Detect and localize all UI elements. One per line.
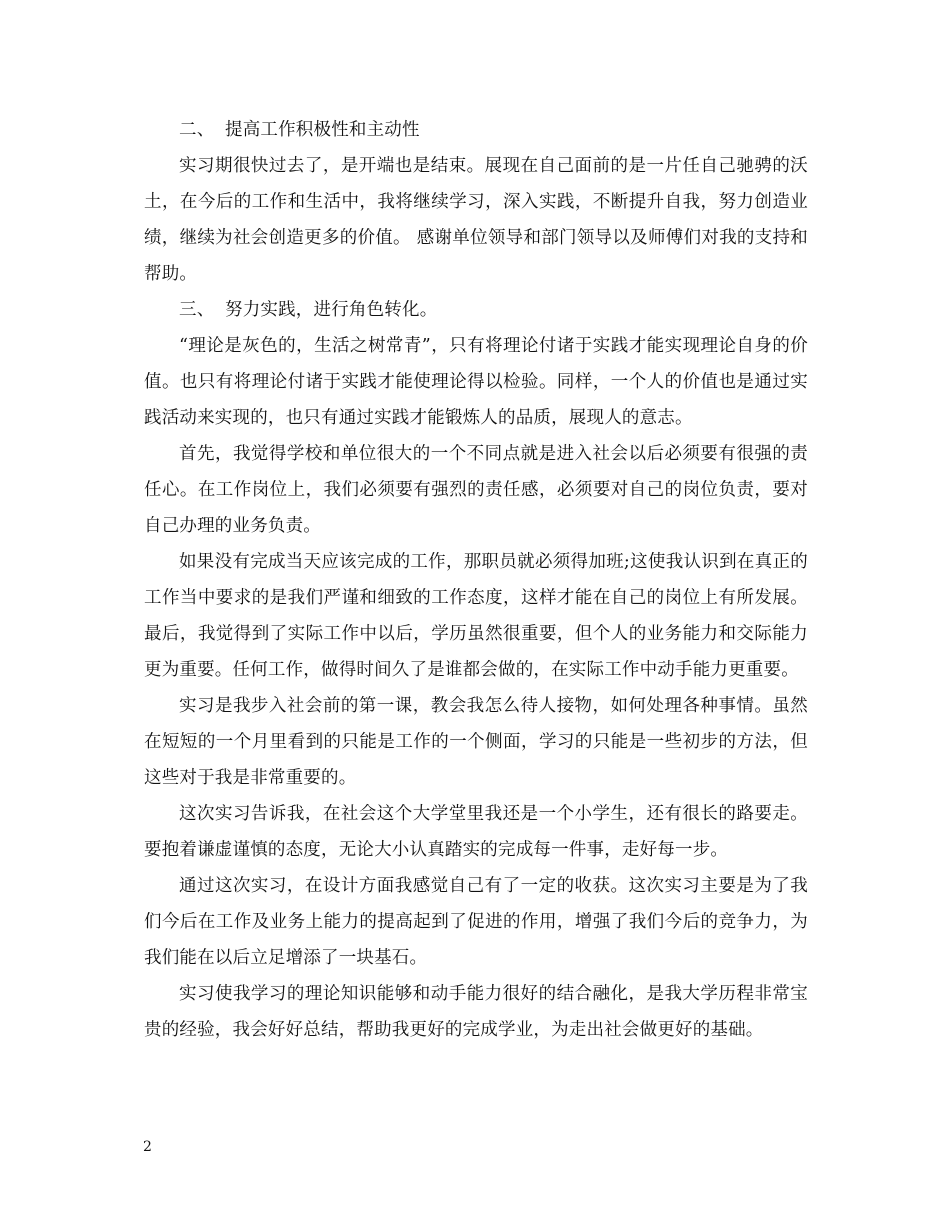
- section-heading-3: [144, 292, 808, 328]
- section-number: 二、: [179, 120, 215, 140]
- section-number: 三、: [179, 300, 215, 320]
- paragraph: 实习是我步入社会前的第一课，教会我怎么待人接物，如何处理各种事情。虽然在短短的一个月里看到的只能是工作的一个侧面，学习的只能是一些初步的方法，但这些对于我是非常重要的。: [144, 696, 808, 788]
- page-number: 2: [143, 1139, 152, 1155]
- paragraph: 这次实习告诉我，在社会这个大学堂里我还是一个小学生，还有很长的路要走。要抱着谦虚谨慎的态度，无论大小认真踏实的完成每一件事，走好每一步。: [144, 804, 808, 860]
- section-title: 努力实践，进行角色转化。: [225, 300, 438, 320]
- paragraph: 实习使我学习的理论知识能够和动手能力很好的结合融化，是我大学历程非常宝贵的经验，我会好好总结，帮助我更好的完成学业，为走出社会做更好的基础。: [144, 984, 808, 1040]
- section-title: 提高工作积极性和主动性: [225, 120, 420, 140]
- paragraph: “理论是灰色的，生活之树常青”，只有将理论付诸于实践才能实现理论自身的价值。也只有将理论付诸于实践才能使理论得以检验。同样，一个人的价值也是通过实践活动来实现的，也只有通过实践才能锻炼人的品质，展现人的意志。: [144, 336, 808, 428]
- paragraph: 通过这次实习，在设计方面我感觉自己有了一定的收获。这次实习主要是为了我们今后在工作及业务上能力的提高起到了促进的作用，增强了我们今后的竞争力，为我们能在以后立足增添了一块基石。: [144, 876, 808, 968]
- paragraph: 实习期很快过去了，是开端也是结束。展现在自己面前的是一片任自己驰骋的沃土，在今后的工作和生活中，我将继续学习，深入实践，不断提升自我，努力创造业绩，继续为社会创造更多的价值。 感谢单位领导和部门领导以及师傅们对我的支持和帮助。: [144, 156, 808, 284]
- paragraph: 如果没有完成当天应该完成的工作，那职员就必须得加班;这使我认识到在真正的工作当中要求的是我们严谨和细致的工作态度，这样才能在自己的岗位上有所发展。最后，我觉得到了实际工作中以后，学历虽然很重要，但个人的业务能力和交际能力更为重要。任何工作，做得时间久了是谁都会做的，在实际工作中动手能力更重要。: [144, 552, 808, 680]
- section-heading-2: [144, 112, 808, 148]
- document-body: [144, 112, 808, 1048]
- paragraph: 首先，我觉得学校和单位很大的一个不同点就是进入社会以后必须要有很强的责任心。在工作岗位上，我们必须要有强烈的责任感，必须要对自己的岗位负责，要对自己办理的业务负责。: [144, 444, 808, 536]
